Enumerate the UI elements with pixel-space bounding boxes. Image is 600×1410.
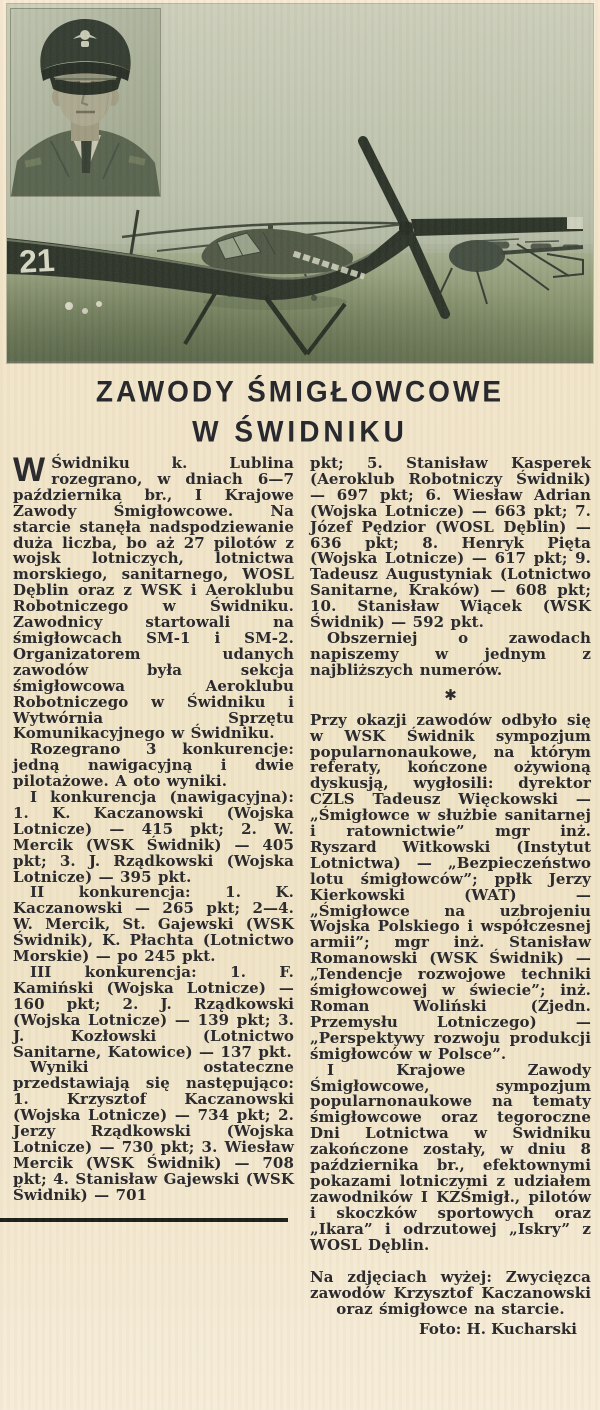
column-end-rule [0,1218,288,1222]
paragraph-intro [13,451,294,743]
title-line-2: W ŚWIDNIKU [192,415,408,448]
right-column [310,456,591,1353]
paragraph-competition-1: I konkurencja (nawigacyjna): 1. K. Kaczanowski (Wojska Lotnicze) — 415 pkt; 2. W. Mercik (WSK Świdnik) — 405 pkt; 3. J. Rządkowski (Wojska Lotnicze) — 395 pkt. [13,788,294,886]
paragraph-closing-show: I Krajowe Zawody Śmigłowcowe, sympozjum popularnonaukowe na tematy śmigłowcowe oraz tegoroczne Dni Lotnictwa w Świdniku zakończone zostały, w dniu 8 października br., efektownymi pokazami lotniczymi z udziałem zawodników I KZŚmigł., pilotów i skoczków sportowych oraz „Ikara” i odrzutowej „Iskry” z WOSL Dęblin. [310,1060,591,1254]
paragraph-competition-3: III konkurencja: 1. F. Kamiński (Wojska Lotnicze) — 160 pkt; 2. J. Rządkowski (Wojska Lotnicze) — 139 pkt; 3. J. Kozłowski (Lotnictwo Sanitarne, Katowice) — 137 pkt. [13,963,294,1061]
article-body [13,451,591,1353]
title-line-1: ZAWODY ŚMIGŁOWCOWE [95,375,505,408]
photo-credit: Foto: H. Kucharski [419,1320,577,1339]
star-separator-icon: ✱ [444,685,457,704]
article-photo [7,4,593,363]
photo-caption: Na zdjęciach wyżej: Zwycięzca zawodów Krzysztof Kaczanowski oraz śmigłowce na starcie. [310,1267,591,1318]
paragraph-final-results-continued: pkt; 5. Stanisław Kasperek (Aeroklub Robotniczy Świdnik) — 697 pkt; 6. Wiesław Adrian (Wojska Lotnicze) — 663 pkt; 7. Józef Pędzior (WOSL Dęblin) — 636 pkt; 8. Henryk Pięta (Wojska Lotnicze) — 617 pkt; 9. Tadeusz Augustyniak (Lotnictwo Sanitarne, Kraków) — 608 pkt; 10. Stanisław Wiącek (WSK Świdnik) — 592 pkt. [310,454,591,632]
left-column [13,451,294,1353]
paragraph-intro-text: Świdniku k. Lublina rozegrano, w dniach 6—7 października br., I Krajowe Zawody Śmigłowcowe. Na starcie stanęła nadspodziewanie duża liczba, bo aż 27 pilotów z wojsk lotniczych, lotnictwa morskiego, sanitarnego, WOSL Dęblin oraz z WSK i Aeroklubu Robotniczego w Świdniku. Zawodnicy startowali na śmigłowcach SM-1 i SM-2. Organizatorem udanych zawodów była sekcja śmigłowcowa Aeroklubu Robotniczego w Świdniku i Wytwórnia Sprzętu Komunikacyjnego w Świdniku. [13,454,294,743]
paragraph-final-results: Wyniki ostateczne przedstawiają się następująco: 1. Krzysztof Kaczanowski (Wojska Lotnicze) — 734 pkt; 2. Jerzy Rządkowski (Wojska Lotnicze) — 730 pkt; 3. Wiesław Mercik (WSK Świdnik) — 708 pkt; 4. Stanisław Gajewski (WSK Świdnik) — 701 [13,1058,294,1204]
dropcap-w: W [13,451,46,489]
paragraph-competition-2: II konkurencja: 1. K. Kaczanowski — 265 pkt; 2—4. W. Mercik, St. Gajewski (WSK Świdnik), K. Płachta (Lotnictwo Morskie) — po 245 pkt. [13,883,294,966]
paragraph-symposium: Przy okazji zawodów odbyło się w WSK Świdnik sympozjum popularnonaukowe, na którym referaty, kończone ożywioną dyskusją, wygłosili: dyrektor CZLS Tadeusz Więckowski — „Śmigłowce w służbie sanitarnej i ratownictwie” mgr inż. Ryszard Witkowski (Instytut Lotnictwa) — „Bezpieczeństwo lotu śmigłowców”; ppłk Jerzy Kierkowski (WAT) — „Śmigłowce na uzbrojeniu Wojska Polskiego i współczesnej armii”; mgr inż. Stanisław Romanowski (WSK Świdnik) — „Tendencje rozwojowe techniki śmigłowcowej w świecie”; inż. Roman Woliński (Zjedn. Przemysłu Lotniczego) — „Perspektywy rozwoju produkcji śmigłowców w Polsce”. [310,710,591,1063]
portrait-inset [11,9,160,196]
pilot-portrait-illustration [11,9,160,196]
paragraph-competitions: Rozegrano 3 konkurencje: jedną nawigacyjną i dwie pilotażowe. A oto wyniki. [13,740,294,791]
article-title [0,372,600,452]
paragraph-more-coverage: Obszerniej o zawodach napiszemy w jednym z najbliższych numerów. [310,628,591,679]
